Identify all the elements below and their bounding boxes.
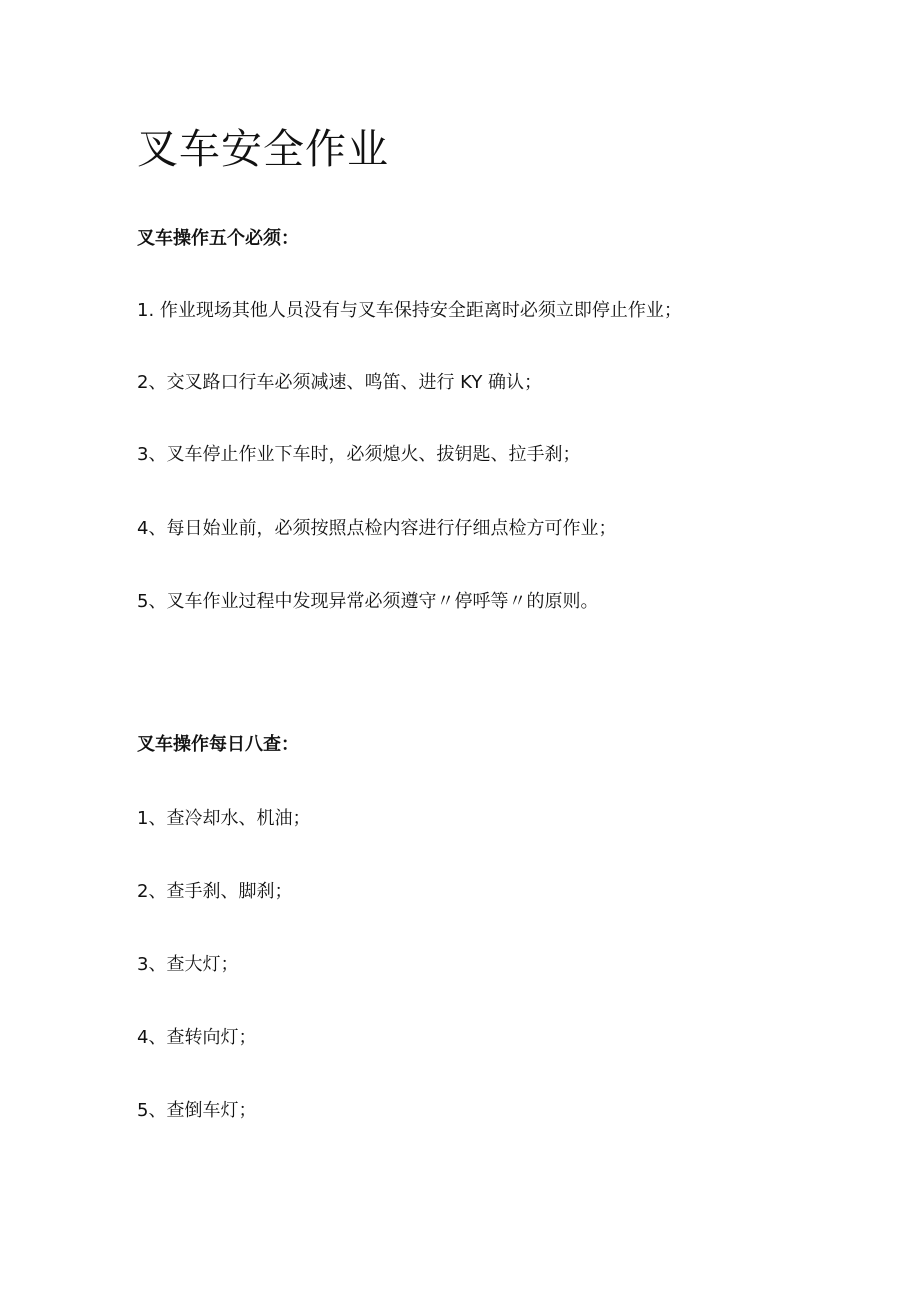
list-item: 3、查大灯； (137, 954, 239, 975)
section-heading-eight-checks: 叉车操作每日八查： (137, 734, 299, 755)
list-item: 1. 作业现场其他人员没有与叉车保持安全距离时必须立即停止作业； (137, 300, 682, 321)
list-item: 5、查倒车灯； (137, 1100, 257, 1121)
list-item: 4、每日始业前，必须按照点检内容进行仔细点检方可作业； (137, 518, 617, 539)
list-item: 2、交叉路口行车必须减速、鸣笛、进行 KY 确认； (137, 372, 543, 393)
list-item: 5、叉车作业过程中发现异常必须遵守〃停呼等〃的原则。 (137, 591, 599, 612)
list-item: 2、查手刹、脚刹； (137, 881, 293, 902)
list-item: 1、查冷却水、机油； (137, 808, 311, 829)
section-heading-five-musts: 叉车操作五个必须： (137, 228, 299, 249)
document-title: 叉车安全作业 (137, 125, 389, 173)
list-item: 3、叉车停止作业下车时，必须熄火、拔钥匙、拉手刹； (137, 444, 581, 465)
list-item: 4、查转向灯； (137, 1027, 257, 1048)
